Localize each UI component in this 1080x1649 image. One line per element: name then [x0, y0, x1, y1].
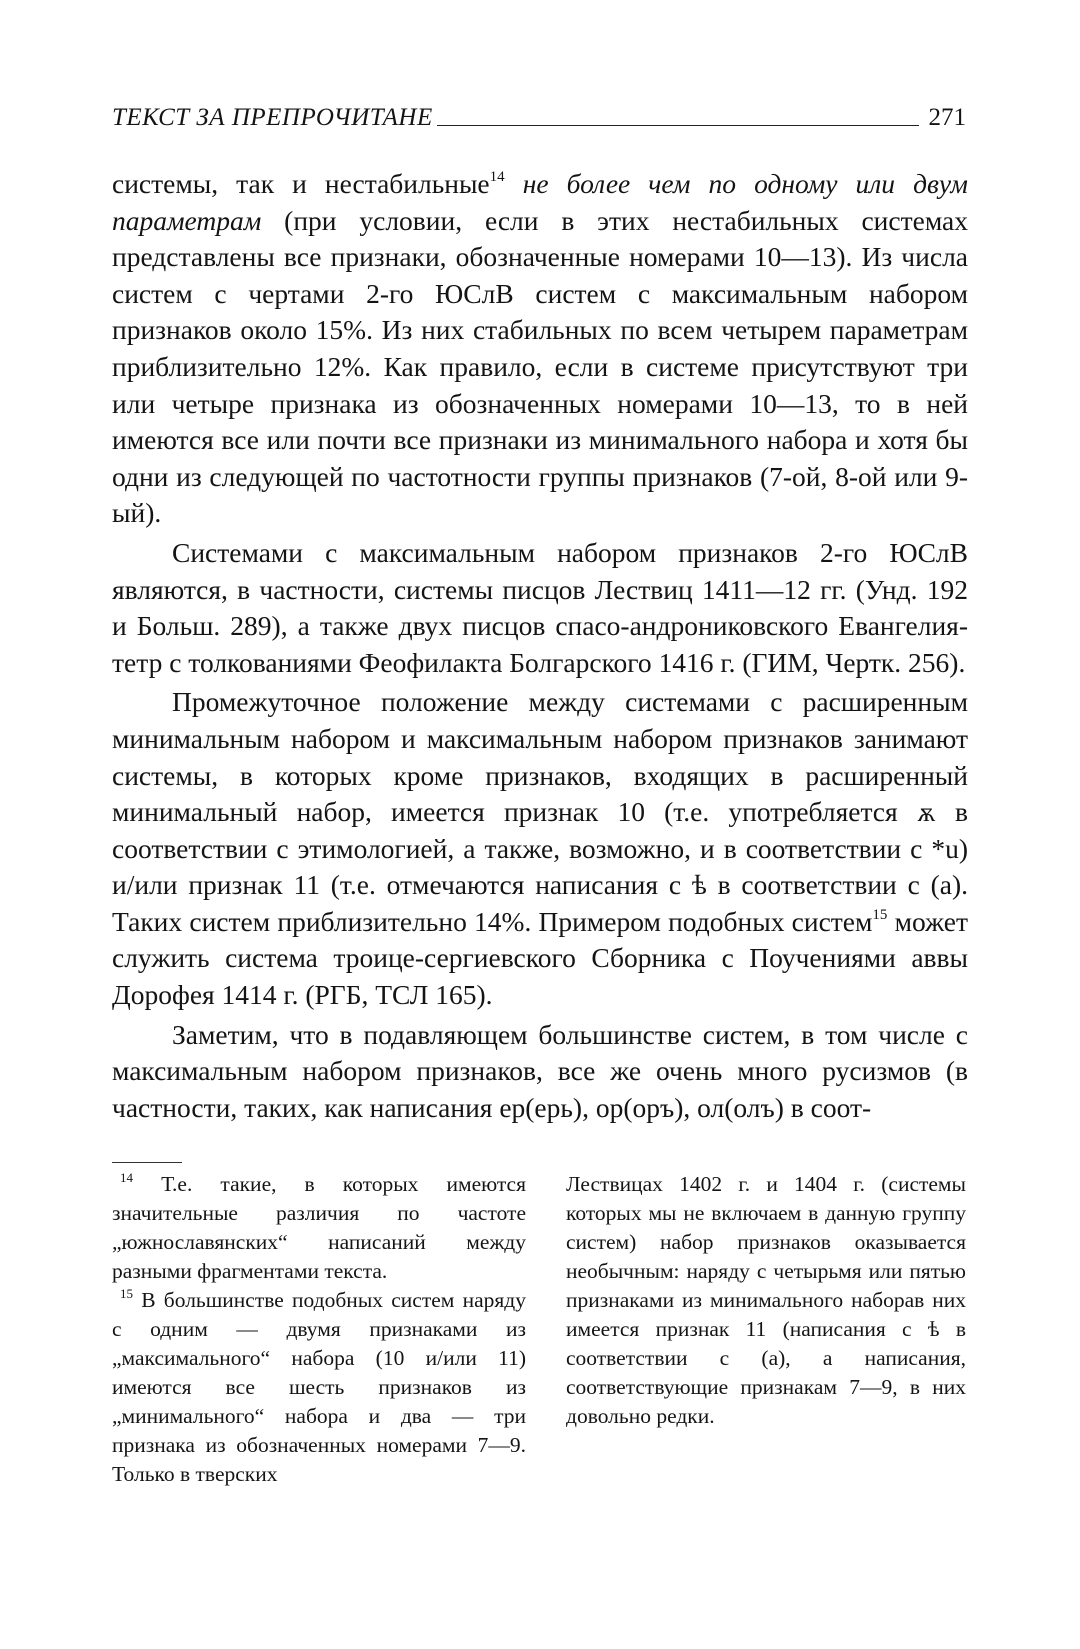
- running-header: [112, 104, 966, 132]
- footnote-14-number: 14: [120, 1170, 133, 1185]
- emphasis-text: не более чем по одному или двум параметрам: [112, 168, 968, 236]
- footnote-ref-14[interactable]: 14: [489, 169, 505, 185]
- footnote-14-text: Т.е. такие, в которых имеются значительные различия по частоте „южнославянских“ написаний между разными фрагментами текста.: [112, 1172, 526, 1283]
- footnote-15-text: В большинстве подобных систем наряду с одним — двумя признаками из „максимального“ набора (10 и/или 11) имеются все шесть признаков из „минимального“ набора и два — три признака из обозначенных номерами 7—9. Только в тверских: [112, 1288, 526, 1486]
- main-text: [112, 166, 968, 1126]
- page-number: 271: [928, 104, 966, 131]
- paragraph-3-rest: может служить система троице-сергиевского Сборника с Поучениями аввы Дорофея 1414 г. (РГБ, ТСЛ 165).: [112, 905, 968, 1011]
- header-rule: [437, 125, 919, 126]
- footnotes-left-column: [112, 1170, 526, 1489]
- paragraph-1-rest: (при условии, если в этих нестабильных системах представлены все признаки, обозначенные номерами 10—13). Из числа систем с чертами 2-го ЮСлВ систем с максимальным набором признаков около 15%. Из них стабильных по всем четырем параметрам приблизительно 12%. Как правило, если в системе присутствуют три или четыре признака из обозначенных номерами 10—13, то в ней имеются все или почти все признаки из минимального набора и хотя бы одни из следующей по частотности группы признаков (7-ой, 8-ой или 9-ый).: [112, 204, 968, 529]
- footnote-separator: [112, 1162, 182, 1163]
- paragraph-1-start: системы, так и нестабильные: [112, 168, 490, 199]
- paragraph-2: Системами с максимальным набором признаков 2-го ЮСлВ являются, в частности, системы писцов Лествиц 1411—12 гг. (Унд. 192 и Больш. 289), а также двух писцов спасо-андрониковского Евангелия-тетр с толкованиями Феофилакта Болгарского 1416 г. (ГИМ, Чертк. 256).: [112, 536, 968, 678]
- footnote-ref-15[interactable]: 15: [872, 906, 888, 923]
- paragraph-1: [112, 166, 968, 532]
- footnote-14: [112, 1170, 526, 1286]
- paragraph-4: Заметим, что в подавляющем большинстве систем, в том числе с максимальным набором признаков, все же очень много русизмов (в частности, таких, как написания ер(ерь), ор(оръ), ол(олъ) в соот-: [112, 1018, 968, 1123]
- paragraph-3-start: Промежуточное положение между системами с расширенным минимальным набором и максимальным набором признаков занимают системы, в которых кроме признаков, входящих в расширенный минимальный набор, имеется признак 10 (т.е. употребляется ѫ в соответствии с этимологией, а также, возможно, и в соответствии с *u) и/или признак 11 (т.е. отмечаются написания с ѣ в соответствии с (а). Таких систем приблизительно 14%. Примером подобных систем: [112, 686, 968, 937]
- running-title: ТЕКСТ ЗА ПРЕПРОЧИТАНЕ: [112, 104, 433, 131]
- footnote-15: [112, 1286, 526, 1489]
- footnotes-right-column: [566, 1170, 966, 1431]
- footnote-15-number: 15: [120, 1286, 133, 1301]
- footnote-15-continuation: Лествицах 1402 г. и 1404 г. (системы которых мы не включаем в данную группу систем) набор признаков оказывается необычным: наряду с четырьмя или пятью признаками из минимального наборав них имеется признак 11 (написания с ѣ в соответствии с (а), а написания, соответствующие признакам 7—9, в них довольно редки.: [566, 1172, 966, 1428]
- paragraph-3: [112, 684, 968, 1013]
